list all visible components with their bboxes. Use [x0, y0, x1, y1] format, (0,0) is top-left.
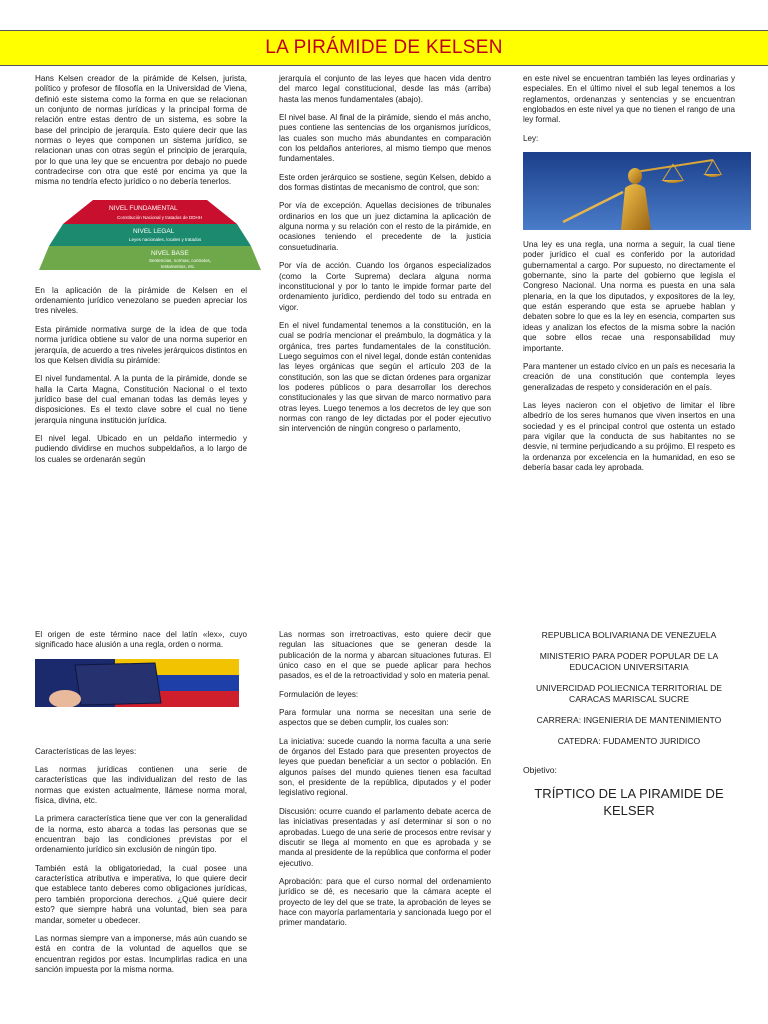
paragraph: En la aplicación de la pirámide de Kelsen en el ordenamiento jurídico venezolano se pueden apreciar los tres niveles.: [35, 285, 247, 316]
paragraph: El nivel base. Al final de la pirámide, siendo el más ancho, pues contiene las sentencias de los organismos jurídicos, las cuales son mucho más abundantes en comparación con los peldaños anteriores, al mismo tiempo que menos fundamentales.: [279, 113, 491, 164]
paragraph: Una ley es una regla, una norma a seguir, la cual tiene poder jurídico el cual es conferido por la autoridad gubernamental a cargo. Por supuesto, no directamente el gobernante, sino la parte del gobierno que legisla el Congreso Nacional. Una norma es puesta en una sala plenaria, en la que los diputados, y expositores de la ley, que están esperando que esta se apruebe hablan y debaten sobre lo que es la ley en esencia, comparten sus ideas y analizan los efectos de la misma sobre la nación que sobre ellos recae una responsabilidad muy importante.: [523, 240, 735, 353]
paragraph: Las normas jurídicas contienen una serie de características que las individualizan del resto de las normas que existen actualmente, llámese norma moral, física, divina, etc.: [35, 765, 247, 806]
paragraph: El origen de este término nace del latín «lex», cuyo significado hace alusión a una regla, orden o norma.: [35, 630, 247, 650]
section-label-formulation: Formulación de leyes:: [279, 689, 359, 699]
pyramid-sub-1: Constitución Nacional y tratados de DDHH: [117, 214, 203, 220]
paragraph: Para mantener un estado cívico en un país es necesaria la creación de una constitución que contempla leyes generalizadas de respeto y consideración en el país.: [523, 361, 735, 392]
paragraph: Hans Kelsen creador de la pirámide de Kelsen, jurista, político y profesor de filosofía en la Universidad de Viena, definió este sistema como la forma en que se relacionan un conjunto de normas jurídicas y la principal forma de relación entre estas dentro de un sistema, es sobre la base del principio de jerarquía. Esto quiere decir que las normas o leyes que componen un sistema jurídico, se relacionan unas con otras según el principio de jerarquía, por lo que una ley que se encuentra por debajo no puede contradecirse con otra que esté por encima ya que la misma no tendría efecto jurídico o no debería tenerlos.: [35, 74, 247, 187]
institution-line: REPUBLICA BOLIVARIANA DE VENEZUELA: [541, 630, 717, 640]
paragraph: Este orden jerárquico se sostiene, según Kelsen, debido a dos formas distintas de mecanismo de control, que son:: [279, 172, 491, 193]
pyramid-label-2: NIVEL LEGAL: [133, 227, 175, 235]
paragraph: Aprobación: para que el curso normal del ordenamiento jurídico se dé, es necesario que la cámara acepte el proyecto de ley del que se trate, la aprobación de leyes se hace con mayoría parlamentaria y sancionada luego por el primer mandatario.: [279, 876, 491, 928]
objective-label: Objetivo:: [523, 765, 557, 775]
paragraph: Por vía de acción. Cuando los órganos especializados (como la Corte Suprema) declara alguna norma inconstitucional y por lo tanto le impide formar parte del ordenamiento jurídico, perdiendo del todo su entrada en vigor.: [279, 261, 491, 312]
pyramid-sub-2: Leyes nacionales, locales y tratados: [129, 236, 202, 242]
pyramid-label-3: NIVEL BASE: [151, 249, 189, 257]
objective-title: TRÍPTICO DE LA PIRAMIDE DE KELSER: [534, 786, 724, 819]
paragraph: Las normas siempre van a imponerse, más aún cuando se está en contra de la voluntad de aquellos que se encuentran regidos por estas. Incumplirlas radica en una sanción impuesta por la misma norma.: [35, 933, 247, 974]
title-banner: [0, 30, 768, 66]
paragraph: jerarquía el conjunto de las leyes que hacen vida dentro del marco legal constitucional, desde las más (arriba) hasta las menos fundamentales (abajo).: [279, 74, 491, 104]
constitution-book-image: [35, 659, 263, 735]
section-label-characteristics: Características de las leyes:: [35, 746, 137, 756]
column-3-bottom: [523, 630, 735, 819]
institution-block: [523, 630, 735, 747]
pyramid-sub-3a: Sentencias, normas, contratos,: [149, 257, 212, 263]
paragraph: Para formular una norma se necesitan una serie de aspectos que se deben cumplir, los cuales son:: [279, 708, 491, 728]
paragraph: La iniciativa: sucede cuando la norma faculta a una serie de órganos del Estado para que presenten proyectos de leyes que puedan beneficiar a un sector o población. En algunos países del mundo quienes tienen esa facultad son, el presidente de la república, diputados y el poder legislativo regional.: [279, 736, 491, 798]
paragraph: Discusión: ocurre cuando el parlamento debate acerca de las iniciativas presentadas y así determinar si son o no aprobadas. Luego de una serie de procesos entre revisar y discutir se llega al momento en que es aprobada y se manda al presidente de la república que conforma el poder ejecutivo.: [279, 806, 491, 868]
paragraph: Por vía de excepción. Aquellas decisiones de tribunales ordinarios en los que un juez dictamina la aplicación de alguna norma y su relación con el resto de la pirámide, en ocasiones teniendo el precedente de la justicia consuetudinaria.: [279, 201, 491, 252]
paragraph: El nivel legal. Ubicado en un peldaño intermedio y pudiendo dividirse en muchos subpeldaños, a lo largo de los cuales se ordenarán según: [35, 433, 247, 464]
section-label-ley: Ley:: [523, 133, 539, 143]
institution-line: CATEDRA: FUDAMENTO JURIDICO: [557, 736, 701, 746]
institution-line: UNIVERCIDAD POLIECNICA TERRITORIAL DE CARACAS MARISCAL SUCRE: [535, 683, 723, 704]
column-2-bottom: [279, 630, 491, 937]
column-1-top: [35, 74, 247, 473]
justice-statue-image: [523, 152, 751, 230]
pyramid-level-1: [63, 200, 237, 224]
paragraph: En el nivel fundamental tenemos a la constitución, en la cual se podría mencionar el preámbulo, la dogmática y la orgánica, tres partes fundamentales de la constitución. Luego seguimos con el nivel legal, donde están contenidas las leyes orgánicas que según el artículo 203 de la constitución, son las que se dictan órdenes para organizar los poderes públicos o para desarrollar los derechos constitucionales y las que sirvan de marco normativo para otras leyes. Luego tenemos a los decretos de ley que son normas con rango de ley dictadas por el poder ejecutivo sin intervención de ningún congreso o parlamento,: [279, 320, 491, 434]
paragraph: La primera característica tiene que ver con la generalidad de la norma, esto abarca a todas las personas que se encuentran bajo las condiciones previstas por el ordenamiento jurídico sin exclusión de ningún tipo.: [35, 814, 247, 855]
institution-line: CARRERA: INGENIERIA DE MANTENIMIENTO: [536, 715, 722, 725]
pyramid-sub-3b: testamentos, etc.: [161, 263, 196, 269]
page-title: LA PIRÁMIDE DE KELSEN: [265, 37, 503, 58]
pyramid-label-1: NIVEL FUNDAMENTAL: [109, 204, 178, 212]
paragraph: El nivel fundamental. A la punta de la pirámide, donde se halla la Carta Magna, Constitución Nacional o el texto jurídico base del cual emanan todas las demás leyes y disposiciones. Es el texto clave sobre el cual no tiene jerarquía ninguna institución jurídica.: [35, 374, 247, 425]
paragraph: Esta pirámide normativa surge de la idea de que toda norma jurídica obtiene su valor de una norma superior en jerarquía, de acuerdo a tres niveles jerárquicos distintos en los que Kelsen dividía su pirámide:: [35, 324, 247, 365]
paragraph: Las normas son irretroactivas, esto quiere decir que regulan las situaciones que se generan desde la publicación de la norma y abarcan situaciones futuras. El único caso en el que se puede aplicar para hechos pasados, es el de la retroactividad y solo en materia penal.: [279, 630, 491, 681]
paragraph: Las leyes nacieron con el objetivo de limitar el libre albedrío de los seres humanos que viven insertos en una sociedad y es el principal control que ostenta un estado para vigilar que la conducta de sus habitantes no se desvíe, ni termine perjudicando a su prójimo. El respeto es la ordenanza por excelencia en la humanidad, en eso se debería basar cada ley aprobada.: [523, 400, 735, 472]
pyramid-diagram: [37, 196, 263, 272]
paragraph: en este nivel se encuentran también las leyes ordinarias y especiales. En el último nivel el sub legal tenemos a los reglamentos, ordenanzas y sentencias y se encuentran englobados en este nivel ya que no tienen el rango de una ley formal.: [523, 74, 735, 125]
column-2-top: [279, 74, 491, 443]
institution-line: MINISTERIO PARA PODER POPULAR DE LA EDUCACION UNIVERSITARIA: [539, 651, 719, 672]
column-3-top: [523, 74, 735, 481]
column-1-bottom: [35, 630, 247, 983]
paragraph: También está la obligatoriedad, la cual posee una característica atributiva e imperativa, lo que quiere decir que establece tanto deberes como obligaciones jurídicas, pero también proporciona derechos. ¿Qué quiere decir esto? que siempre habrá una voluntad, bien sea para mandar, someter u obedecer.: [35, 863, 247, 925]
